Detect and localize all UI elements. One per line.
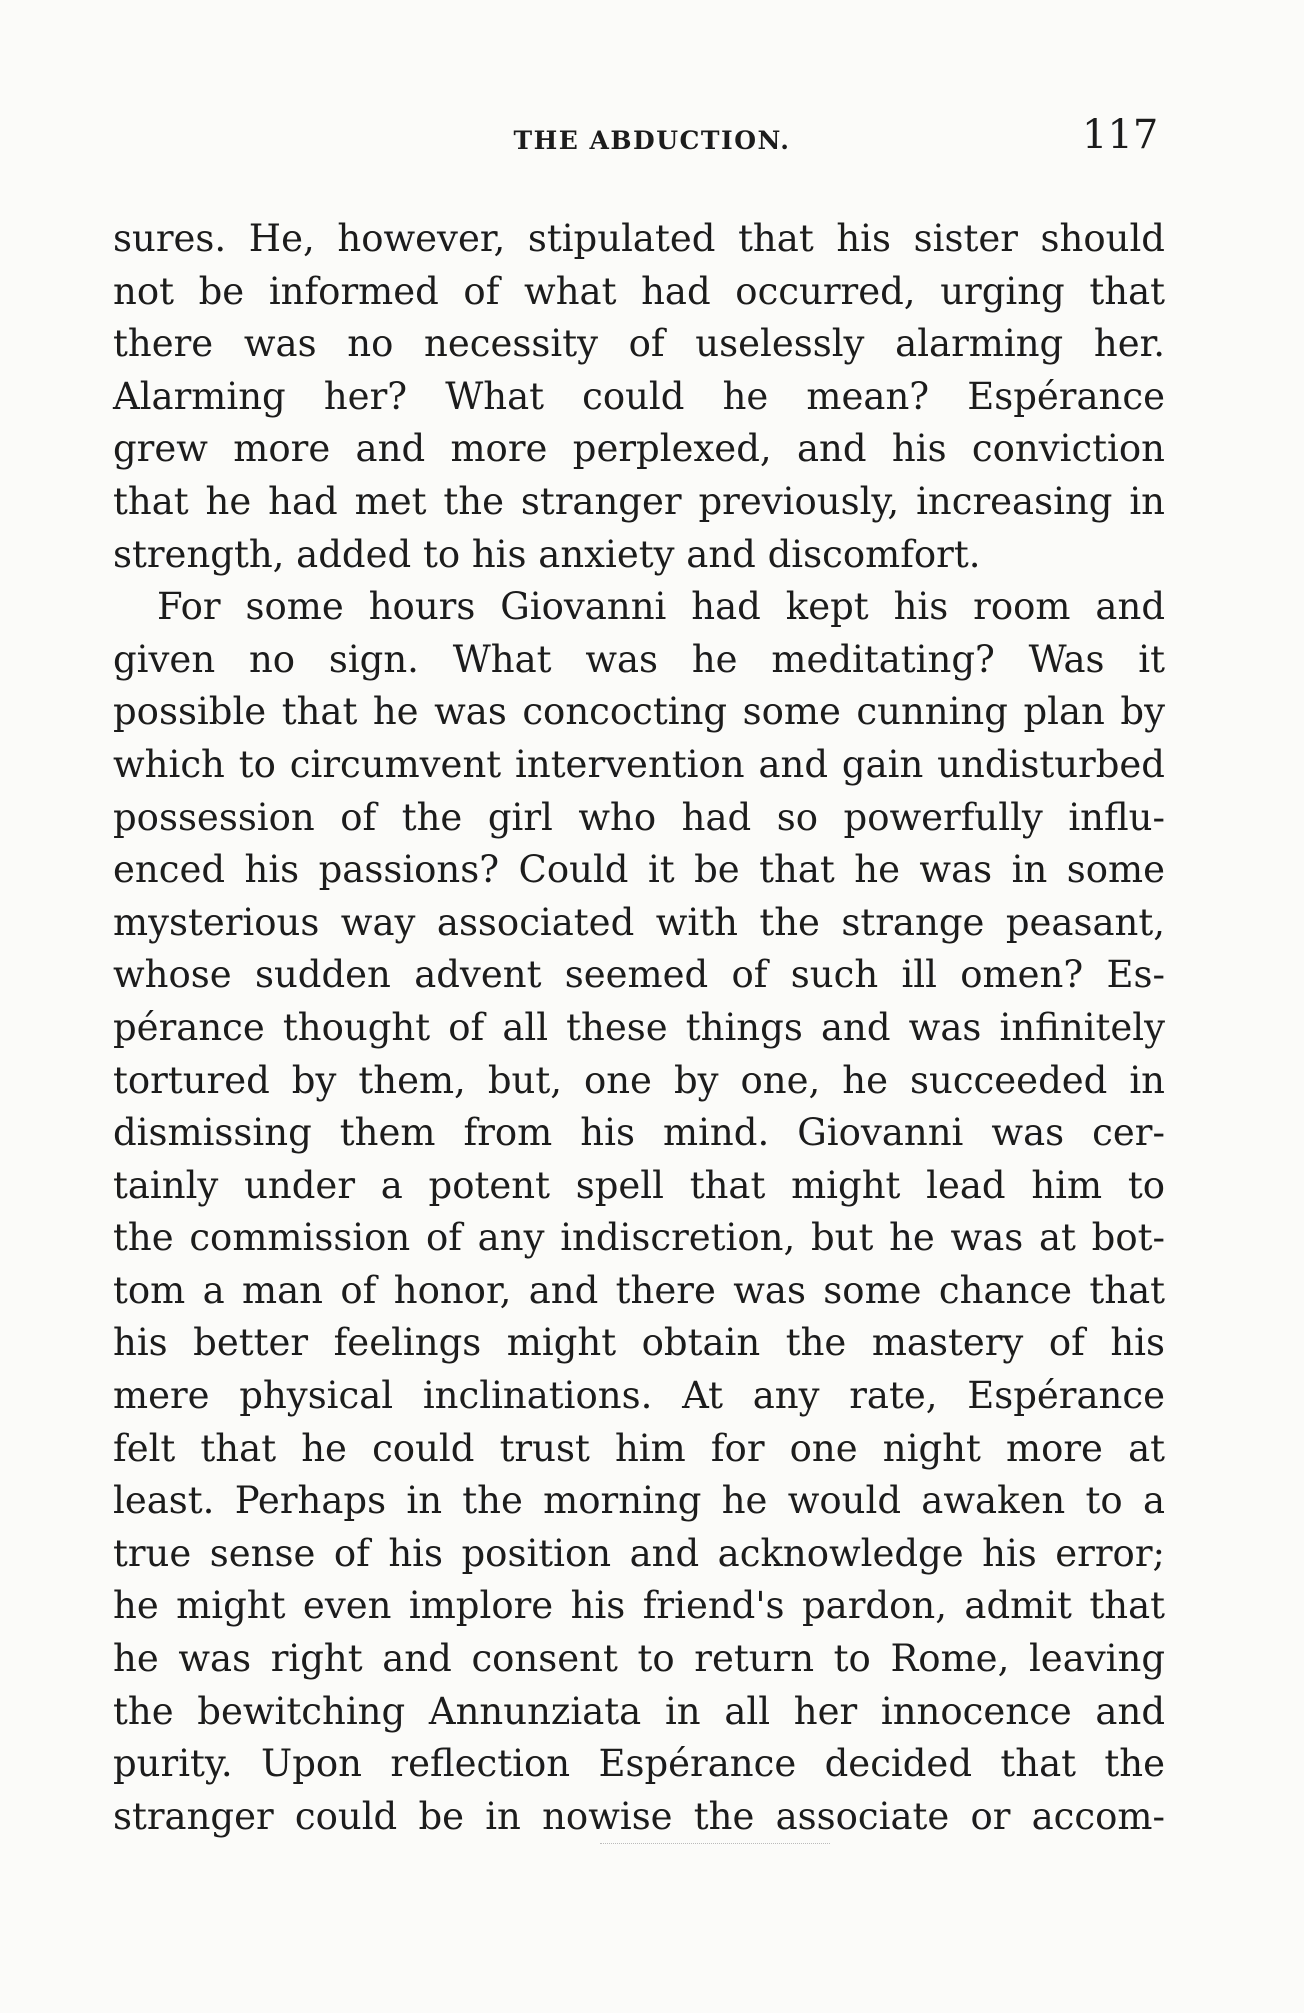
text-line: the bewitching Annunziata in all her innocence and xyxy=(113,1689,1165,1733)
text-line: possession of the girl who had so powerfully influ- xyxy=(113,795,1165,839)
text-line: grew more and more perplexed, and his conviction xyxy=(113,427,1165,471)
text-line: there was no necessity of uselessly alarming her. xyxy=(113,322,1165,366)
text-line: mysterious way associated with the strange peasant, xyxy=(113,900,1165,944)
text-line: enced his passions? Could it be that he was in some xyxy=(113,848,1165,892)
text-line: felt that he could trust him for one night more at xyxy=(113,1426,1165,1470)
text-line: the commission of any indiscretion, but he was at bot- xyxy=(113,1216,1165,1260)
text-line: least. Perhaps in the morning he would awaken to a xyxy=(113,1479,1165,1523)
text-line: his better feelings might obtain the mastery of his xyxy=(113,1321,1165,1365)
bottom-rule xyxy=(600,1843,830,1844)
text-line: For some hours Giovanni had kept his room and xyxy=(157,585,1165,629)
running-head: THE ABDUCTION. xyxy=(513,126,791,155)
text-line: he was right and consent to return to Rome, leaving xyxy=(113,1637,1165,1681)
text-line: he might even implore his friend's pardon, admit that xyxy=(113,1584,1165,1628)
text-line: tom a man of honor, and there was some chance that xyxy=(113,1268,1165,1312)
text-line: which to circumvent intervention and gain undisturbed xyxy=(113,742,1165,786)
text-line: Alarming her? What could he mean? Espérance xyxy=(113,374,1165,418)
page-number: 117 xyxy=(1082,112,1159,158)
text-line: that he had met the stranger previously, increasing in xyxy=(113,479,1165,523)
text-line: stranger could be in nowise the associate or accom- xyxy=(113,1794,1165,1838)
text-line: dismissing them from his mind. Giovanni was cer- xyxy=(113,1111,1165,1155)
text-line: tortured by them, but, one by one, he succeeded in xyxy=(113,1058,1165,1102)
text-line: tainly under a potent spell that might lead him to xyxy=(113,1163,1165,1207)
body-text xyxy=(113,213,1165,1843)
text-line: given no sign. What was he meditating? Was it xyxy=(113,637,1165,681)
text-line: possible that he was concocting some cunning plan by xyxy=(113,690,1165,734)
text-line: mere physical inclinations. At any rate, Espérance xyxy=(113,1374,1165,1418)
text-line: whose sudden advent seemed of such ill omen? Es- xyxy=(113,953,1165,997)
text-line: not be informed of what had occurred, urging that xyxy=(113,269,1165,313)
text-line: true sense of his position and acknowledge his error; xyxy=(113,1531,1165,1575)
text-line: strength, added to his anxiety and discomfort. xyxy=(113,532,981,576)
text-line: purity. Upon reflection Espérance decided that the xyxy=(113,1742,1165,1786)
text-line: sures. He, however, stipulated that his sister should xyxy=(113,217,1165,260)
text-line: pérance thought of all these things and was infinitely xyxy=(113,1005,1165,1049)
